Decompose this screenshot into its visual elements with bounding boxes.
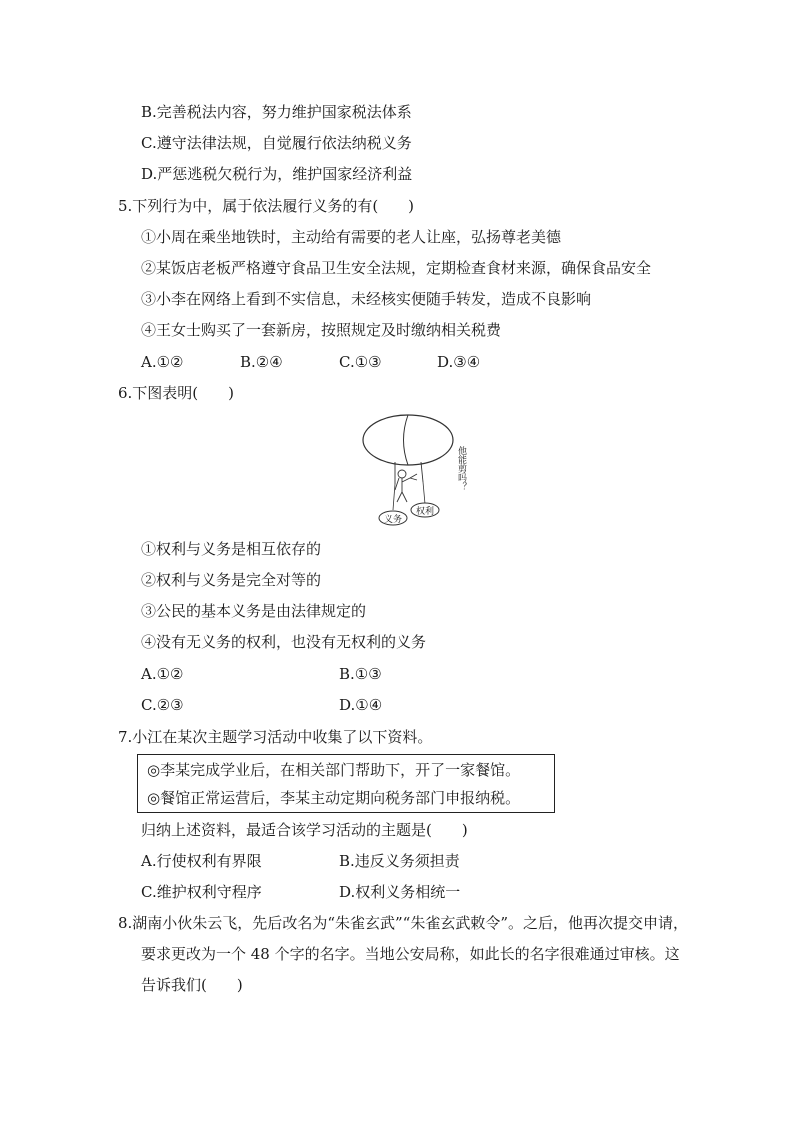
q4-option-c: C.遵守法律法规，自觉履行依法纳税义务 <box>141 134 412 152</box>
label-obligation: 义务 <box>383 515 403 525</box>
q5-option-b: B.②④ <box>240 353 283 371</box>
q7-option-c: C.维护权利守程序 <box>141 883 262 901</box>
q8-line-1: 8.湖南小伙朱云飞，先后改名为“朱雀玄武”“朱雀玄武敕令”。之后，他再次提交申请， <box>118 914 688 932</box>
q5-option-a: A.①② <box>141 353 184 371</box>
q5-item-3: ③小李在网络上看到不实信息，未经核实便随手转发，造成不良影响 <box>141 290 592 308</box>
q7-material-box <box>137 754 555 813</box>
q6-option-a: A.①② <box>141 665 184 683</box>
q4-option-b: B.完善税法内容，努力维护国家税法体系 <box>141 103 412 121</box>
label-right: 权利 <box>415 507 435 517</box>
q7-material-line-2: ◎餐馆正常运营后，李某主动定期向税务部门申报纳税。 <box>147 789 521 807</box>
q6-item-1: ①权利与义务是相互依存的 <box>141 540 322 558</box>
q6-option-b: B.①③ <box>339 665 382 683</box>
balloon-cartoon-figure <box>355 412 475 532</box>
q5-stem: 5.下列行为中，属于依法履行义务的有( ) <box>118 197 415 215</box>
q8-line-3: 告诉我们( ) <box>141 976 243 994</box>
q7-option-d: D.权利义务相统一 <box>339 883 461 901</box>
q6-item-3: ③公民的基本义务是由法律规定的 <box>141 602 367 620</box>
q5-item-2: ②某饭店老板严格遵守食品卫生安全法规，定期检查食材来源，确保食品安全 <box>141 259 652 277</box>
q7-option-b: B.违反义务须担责 <box>339 852 460 870</box>
q7-material-line-1: ◎李某完成学业后，在相关部门帮助下，开了一家餐馆。 <box>147 761 521 779</box>
q6-item-4: ④没有无义务的权利，也没有无权利的义务 <box>141 633 427 651</box>
q6-item-2: ②权利与义务是完全对等的 <box>141 571 322 589</box>
q6-option-c: C.②③ <box>141 696 184 714</box>
q7-option-a: A.行使权利有界限 <box>141 852 262 870</box>
q5-item-1: ①小周在乘坐地铁时，主动给有需要的老人让座，弘扬尊老美德 <box>141 228 562 246</box>
q6-option-d: D.①④ <box>339 696 383 714</box>
q8-line-2: 要求更改为一个 48 个字的名字。当地公安局称，如此长的名字很难通过审核。这 <box>141 945 680 963</box>
q5-option-c: C.①③ <box>339 353 382 371</box>
q4-option-d: D.严惩逃税欠税行为，维护国家经济利益 <box>141 165 413 183</box>
q7-stem: 7.小江在某次主题学习活动中收集了以下资料。 <box>118 728 433 746</box>
q7-question: 归纳上述资料，最适合该学习活动的主题是( ) <box>141 821 468 839</box>
q6-stem: 6.下图表明( ) <box>118 384 235 402</box>
figure-side-text: 他能剪吗？ <box>456 446 466 491</box>
q5-option-d: D.③④ <box>437 353 481 371</box>
q5-item-4: ④王女士购买了一套新房，按照规定及时缴纳相关税费 <box>141 321 502 339</box>
